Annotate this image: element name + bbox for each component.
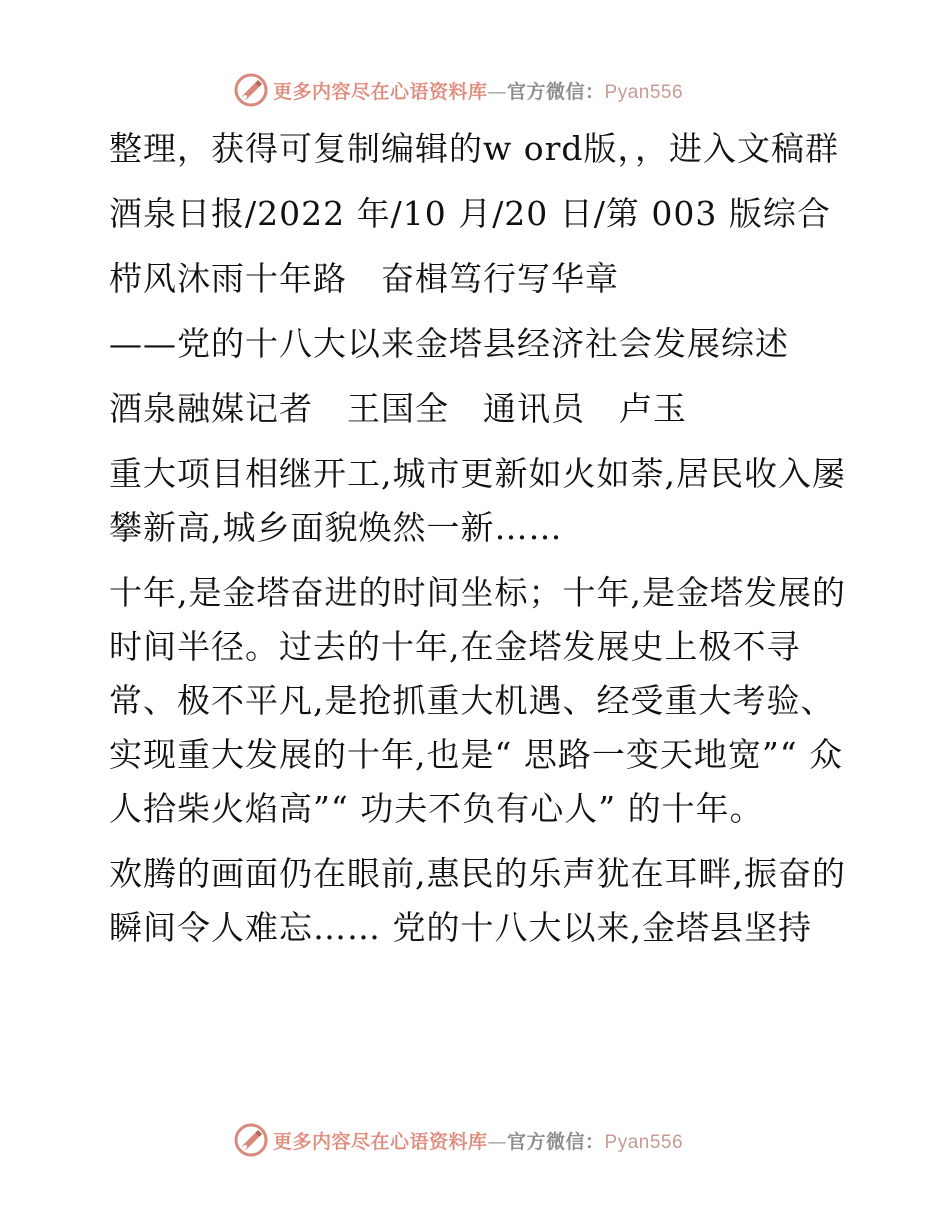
- paragraph-decade: 十年,是金塔奋进的时间坐标；十年,是金塔发展的时间半径。过去的十年,在金塔发展史上极不寻常、极不平凡,是抢抓重大机遇、经受重大考验、实现重大发展的十年,也是“ 思路一变天地宽”“ 众人拾柴火焰高”“ 功夫不负有心人” 的十年。: [109, 573, 846, 828]
- pen-logo-icon: [233, 72, 269, 108]
- paragraph-lead: 重大项目相继开工,城市更新如火如荼,居民收入屡攀新高,城乡面貌焕然一新……: [109, 454, 846, 547]
- article-subtitle: ——党的十八大以来金塔县经济社会发展综述: [109, 324, 789, 363]
- watermark-text: 更多内容尽在心语资料库: [273, 80, 488, 103]
- watermark-official: 官方微信：: [507, 1130, 605, 1153]
- watermark-dash: —: [487, 1130, 508, 1153]
- watermark-footer: [233, 1122, 683, 1158]
- article-title: 栉风沐雨十年路 奋楫笃行写华章: [109, 259, 619, 298]
- watermark-id: Pyan556: [604, 1131, 684, 1153]
- document-body: [97, 122, 857, 966]
- article-byline: 酒泉融媒记者 王国全 通讯员 卢玉: [109, 389, 687, 428]
- paragraph-source: 酒泉日报/2022 年/10 月/20 日/第 003 版综合: [109, 194, 831, 233]
- watermark-official: 官方微信：: [507, 80, 605, 103]
- pen-logo-icon: [233, 1122, 269, 1158]
- watermark-header: [233, 72, 683, 108]
- watermark-text: 更多内容尽在心语资料库: [273, 1130, 488, 1153]
- watermark-dash: —: [487, 80, 508, 103]
- paragraph-scenes: 欢腾的画面仍在眼前,惠民的乐声犹在耳畔,振奋的瞬间令人难忘…… 党的十八大以来,金塔县坚持: [109, 854, 846, 947]
- watermark-id: Pyan556: [604, 81, 684, 103]
- paragraph-intro: 整理，获得可复制编辑的w ord版，，进入文稿群: [109, 129, 840, 168]
